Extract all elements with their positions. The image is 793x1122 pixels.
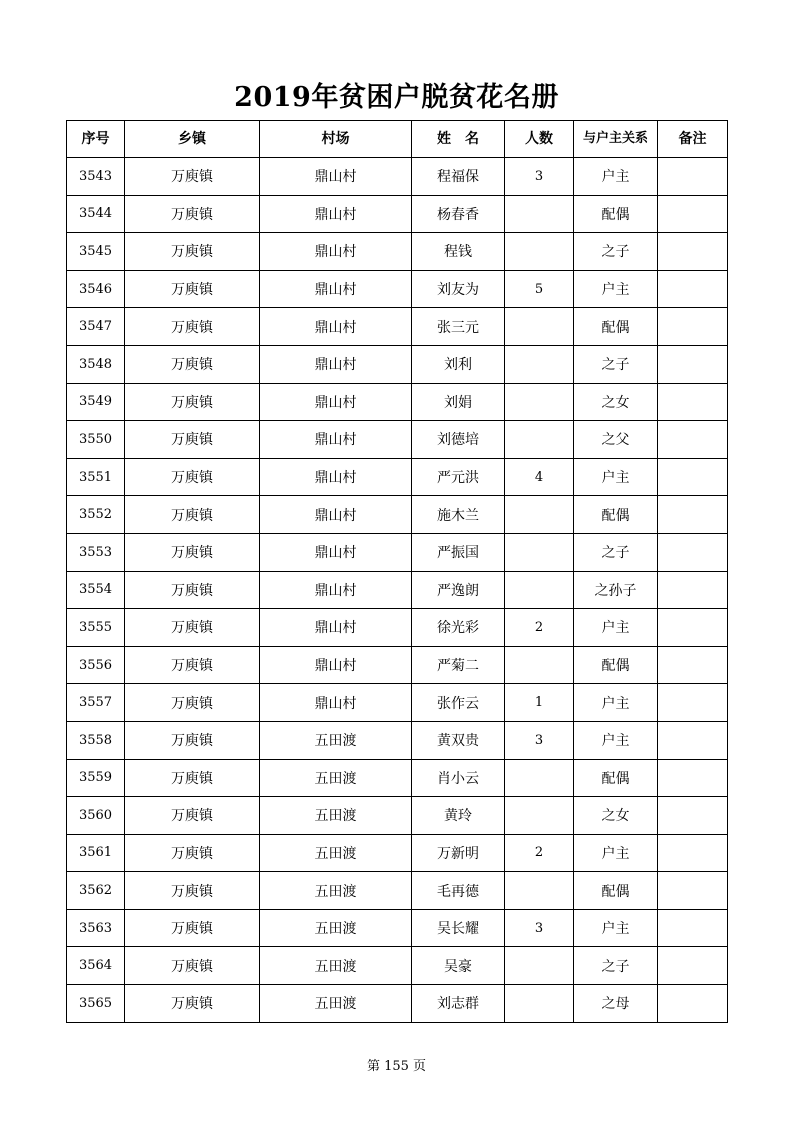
- cell-name: 黄双贵: [412, 721, 505, 759]
- cell-town: 万庾镇: [125, 383, 260, 421]
- cell-name: 万新明: [412, 834, 505, 872]
- cell-village: 鼎山村: [260, 383, 412, 421]
- cell-town: 万庾镇: [125, 759, 260, 797]
- cell-name: 施木兰: [412, 496, 505, 534]
- cell-count: [505, 345, 574, 383]
- cell-name: 吴豪: [412, 947, 505, 985]
- cell-village: 鼎山村: [260, 571, 412, 609]
- table-header-row: [67, 121, 728, 158]
- table-row: [67, 233, 728, 271]
- cell-name: 张作云: [412, 684, 505, 722]
- table-row: [67, 609, 728, 647]
- poverty-roster-table: [66, 120, 728, 1023]
- cell-village: 五田渡: [260, 985, 412, 1023]
- cell-count: 1: [505, 684, 574, 722]
- cell-serial: 3562: [67, 872, 125, 910]
- column-header-village: 村场: [260, 121, 412, 158]
- cell-town: 万庾镇: [125, 684, 260, 722]
- cell-count: 3: [505, 721, 574, 759]
- cell-note: [658, 533, 728, 571]
- cell-note: [658, 646, 728, 684]
- cell-count: [505, 496, 574, 534]
- cell-town: 万庾镇: [125, 158, 260, 196]
- cell-serial: 3554: [67, 571, 125, 609]
- cell-village: 鼎山村: [260, 308, 412, 346]
- cell-note: [658, 909, 728, 947]
- cell-count: [505, 759, 574, 797]
- cell-serial: 3558: [67, 721, 125, 759]
- cell-village: 鼎山村: [260, 684, 412, 722]
- cell-village: 五田渡: [260, 947, 412, 985]
- cell-serial: 3546: [67, 270, 125, 308]
- cell-note: [658, 421, 728, 459]
- column-header-note: 备注: [658, 121, 728, 158]
- table-row: [67, 496, 728, 534]
- cell-serial: 3550: [67, 421, 125, 459]
- cell-note: [658, 684, 728, 722]
- cell-name: 严逸朗: [412, 571, 505, 609]
- cell-town: 万庾镇: [125, 609, 260, 647]
- cell-relation: 之子: [574, 345, 658, 383]
- table-row: [67, 684, 728, 722]
- cell-count: [505, 195, 574, 233]
- cell-name: 刘利: [412, 345, 505, 383]
- table-row: [67, 571, 728, 609]
- cell-relation: 户主: [574, 609, 658, 647]
- cell-village: 五田渡: [260, 797, 412, 835]
- cell-relation: 户主: [574, 270, 658, 308]
- cell-town: 万庾镇: [125, 195, 260, 233]
- cell-note: [658, 308, 728, 346]
- cell-name: 吴长耀: [412, 909, 505, 947]
- cell-count: [505, 985, 574, 1023]
- cell-note: [658, 345, 728, 383]
- cell-relation: 户主: [574, 458, 658, 496]
- cell-note: [658, 985, 728, 1023]
- table-row: [67, 308, 728, 346]
- cell-relation: 之子: [574, 533, 658, 571]
- cell-note: [658, 383, 728, 421]
- cell-serial: 3560: [67, 797, 125, 835]
- cell-note: [658, 872, 728, 910]
- cell-town: 万庾镇: [125, 721, 260, 759]
- cell-town: 万庾镇: [125, 834, 260, 872]
- cell-note: [658, 195, 728, 233]
- cell-village: 五田渡: [260, 759, 412, 797]
- cell-village: 鼎山村: [260, 458, 412, 496]
- cell-relation: 配偶: [574, 195, 658, 233]
- cell-town: 万庾镇: [125, 985, 260, 1023]
- cell-serial: 3548: [67, 345, 125, 383]
- cell-name: 徐光彩: [412, 609, 505, 647]
- cell-village: 鼎山村: [260, 158, 412, 196]
- cell-serial: 3549: [67, 383, 125, 421]
- table-row: [67, 270, 728, 308]
- cell-village: 鼎山村: [260, 345, 412, 383]
- cell-count: 3: [505, 909, 574, 947]
- cell-note: [658, 158, 728, 196]
- cell-serial: 3565: [67, 985, 125, 1023]
- cell-village: 五田渡: [260, 834, 412, 872]
- cell-count: [505, 646, 574, 684]
- column-header-serial: 序号: [67, 121, 125, 158]
- cell-serial: 3561: [67, 834, 125, 872]
- cell-town: 万庾镇: [125, 533, 260, 571]
- cell-note: [658, 233, 728, 271]
- cell-name: 张三元: [412, 308, 505, 346]
- cell-count: [505, 533, 574, 571]
- cell-serial: 3556: [67, 646, 125, 684]
- cell-serial: 3563: [67, 909, 125, 947]
- cell-serial: 3551: [67, 458, 125, 496]
- cell-serial: 3552: [67, 496, 125, 534]
- cell-relation: 之子: [574, 233, 658, 271]
- cell-relation: 配偶: [574, 496, 658, 534]
- cell-town: 万庾镇: [125, 345, 260, 383]
- table-row: [67, 158, 728, 196]
- table-row: [67, 947, 728, 985]
- cell-relation: 户主: [574, 158, 658, 196]
- cell-relation: 配偶: [574, 308, 658, 346]
- cell-name: 杨春香: [412, 195, 505, 233]
- cell-name: 刘友为: [412, 270, 505, 308]
- table-row: [67, 345, 728, 383]
- table-row: [67, 759, 728, 797]
- cell-count: 2: [505, 834, 574, 872]
- cell-village: 鼎山村: [260, 646, 412, 684]
- cell-name: 肖小云: [412, 759, 505, 797]
- cell-name: 程福保: [412, 158, 505, 196]
- cell-serial: 3553: [67, 533, 125, 571]
- cell-village: 鼎山村: [260, 609, 412, 647]
- cell-village: 鼎山村: [260, 421, 412, 459]
- cell-name: 黄玲: [412, 797, 505, 835]
- column-header-relation: 与户主关系: [574, 121, 658, 158]
- cell-serial: 3559: [67, 759, 125, 797]
- cell-village: 五田渡: [260, 721, 412, 759]
- table-row: [67, 458, 728, 496]
- cell-note: [658, 797, 728, 835]
- cell-relation: 配偶: [574, 872, 658, 910]
- cell-town: 万庾镇: [125, 308, 260, 346]
- cell-note: [658, 759, 728, 797]
- page-title: 2019年贫困户脱贫花名册: [234, 82, 559, 113]
- table-body: [67, 158, 728, 1023]
- table-row: [67, 421, 728, 459]
- cell-relation: 之父: [574, 421, 658, 459]
- cell-count: [505, 383, 574, 421]
- cell-village: 鼎山村: [260, 233, 412, 271]
- cell-village: 鼎山村: [260, 195, 412, 233]
- cell-relation: 之女: [574, 383, 658, 421]
- table-row: [67, 985, 728, 1023]
- cell-relation: 配偶: [574, 759, 658, 797]
- column-header-town: 乡镇: [125, 121, 260, 158]
- cell-serial: 3555: [67, 609, 125, 647]
- cell-serial: 3547: [67, 308, 125, 346]
- cell-note: [658, 571, 728, 609]
- cell-town: 万庾镇: [125, 947, 260, 985]
- table-row: [67, 533, 728, 571]
- cell-relation: 之子: [574, 947, 658, 985]
- cell-name: 严振国: [412, 533, 505, 571]
- cell-relation: 之孙子: [574, 571, 658, 609]
- cell-town: 万庾镇: [125, 233, 260, 271]
- cell-count: [505, 571, 574, 609]
- cell-town: 万庾镇: [125, 909, 260, 947]
- cell-serial: 3557: [67, 684, 125, 722]
- cell-town: 万庾镇: [125, 496, 260, 534]
- cell-relation: 户主: [574, 834, 658, 872]
- cell-town: 万庾镇: [125, 646, 260, 684]
- column-header-name: 姓 名: [412, 121, 505, 158]
- cell-note: [658, 458, 728, 496]
- cell-village: 五田渡: [260, 872, 412, 910]
- cell-serial: 3544: [67, 195, 125, 233]
- cell-count: 3: [505, 158, 574, 196]
- cell-village: 五田渡: [260, 909, 412, 947]
- table-row: [67, 834, 728, 872]
- cell-count: 2: [505, 609, 574, 647]
- cell-relation: 配偶: [574, 646, 658, 684]
- cell-note: [658, 496, 728, 534]
- cell-relation: 之母: [574, 985, 658, 1023]
- column-header-count: 人数: [505, 121, 574, 158]
- cell-name: 刘娟: [412, 383, 505, 421]
- cell-name: 严元洪: [412, 458, 505, 496]
- cell-name: 程钱: [412, 233, 505, 271]
- cell-count: [505, 947, 574, 985]
- cell-count: 4: [505, 458, 574, 496]
- cell-serial: 3545: [67, 233, 125, 271]
- cell-name: 严菊二: [412, 646, 505, 684]
- cell-town: 万庾镇: [125, 421, 260, 459]
- cell-serial: 3564: [67, 947, 125, 985]
- table-row: [67, 383, 728, 421]
- cell-note: [658, 721, 728, 759]
- cell-note: [658, 834, 728, 872]
- cell-note: [658, 609, 728, 647]
- cell-relation: 之女: [574, 797, 658, 835]
- table-row: [67, 872, 728, 910]
- cell-name: 刘德培: [412, 421, 505, 459]
- cell-town: 万庾镇: [125, 270, 260, 308]
- cell-town: 万庾镇: [125, 797, 260, 835]
- cell-count: 5: [505, 270, 574, 308]
- cell-note: [658, 947, 728, 985]
- table-row: [67, 797, 728, 835]
- cell-count: [505, 233, 574, 271]
- cell-count: [505, 797, 574, 835]
- cell-relation: 户主: [574, 721, 658, 759]
- cell-name: 毛再德: [412, 872, 505, 910]
- table-row: [67, 909, 728, 947]
- cell-relation: 户主: [574, 909, 658, 947]
- cell-town: 万庾镇: [125, 458, 260, 496]
- cell-count: [505, 308, 574, 346]
- cell-count: [505, 421, 574, 459]
- cell-count: [505, 872, 574, 910]
- cell-name: 刘志群: [412, 985, 505, 1023]
- cell-note: [658, 270, 728, 308]
- page-number: 第 155 页: [366, 1059, 427, 1074]
- table-row: [67, 721, 728, 759]
- cell-village: 鼎山村: [260, 270, 412, 308]
- table-row: [67, 195, 728, 233]
- cell-town: 万庾镇: [125, 571, 260, 609]
- table-row: [67, 646, 728, 684]
- cell-village: 鼎山村: [260, 533, 412, 571]
- cell-relation: 户主: [574, 684, 658, 722]
- cell-village: 鼎山村: [260, 496, 412, 534]
- cell-town: 万庾镇: [125, 872, 260, 910]
- cell-serial: 3543: [67, 158, 125, 196]
